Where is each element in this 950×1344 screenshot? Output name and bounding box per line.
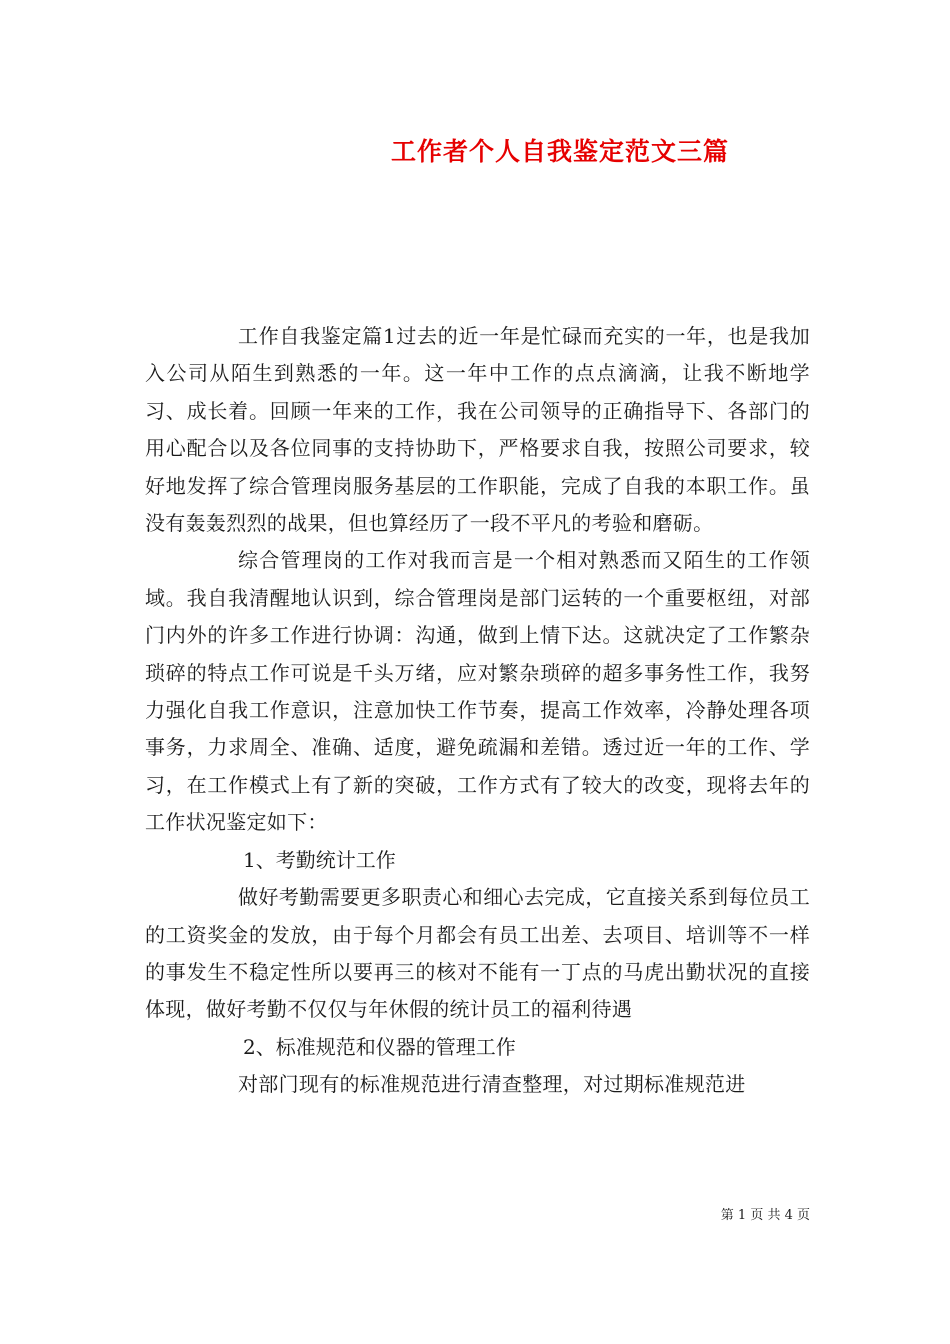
paragraph-attendance: 做好考勤需要更多职责心和细心去完成，它直接关系到每位员工的工资奖金的发放，由于每个月都会有员工出差、去项目、培训等不一样的事发生不稳定性所以要再三的核对不能有一丁点的马虎出勤状况的直接体现，做好考勤不仅仅与年休假的统计员工的福利待遇 (145, 885, 810, 1022)
section-heading-attendance: 1、考勤统计工作 (243, 847, 396, 872)
paragraph-role: 综合管理岗的工作对我而言是一个相对熟悉而又陌生的工作领域。我自我清醒地认识到，综合管理岗是部门运转的一个重要枢纽，对部门内外的许多工作进行协调：沟通，做到上情下达。这就决定了工作繁杂琐碎的特点工作可说是千头万绪，应对繁杂琐碎的超多事务性工作，我努力强化自我工作意识，注意加快工作节奏，提高工作效率，冷静处理各项事务，力求周全、准确、适度，避免疏漏和差错。透过近一年的工作、学习，在工作模式上有了新的突破，工作方式有了较大的改变，现将去年的工作状况鉴定如下： (145, 548, 810, 835)
page-number-footer: 第 1 页 共 4 页 (720, 1208, 810, 1223)
paragraph-intro: 工作自我鉴定篇1过去的近一年是忙碌而充实的一年，也是我加入公司从陌生到熟悉的一年。这一年中工作的点点滴滴，让我不断地学习、成长着。回顾一年来的工作，我在公司领导的正确指导下、各部门的用心配合以及各位同事的支持协助下，严格要求自我，按照公司要求，较好地发挥了综合管理岗服务基层的工作职能，完成了自我的本职工作。虽没有轰轰烈烈的战果，但也算经历了一段不平凡的考验和磨砺。 (145, 324, 810, 536)
document-body (145, 318, 810, 1104)
document-title: 工作者个人自我鉴定范文三篇 (390, 137, 729, 166)
section-heading-standards: 2、标准规范和仪器的管理工作 (243, 1034, 516, 1059)
paragraph-standards: 对部门现有的标准规范进行清查整理，对过期标准规范进 (238, 1072, 746, 1097)
